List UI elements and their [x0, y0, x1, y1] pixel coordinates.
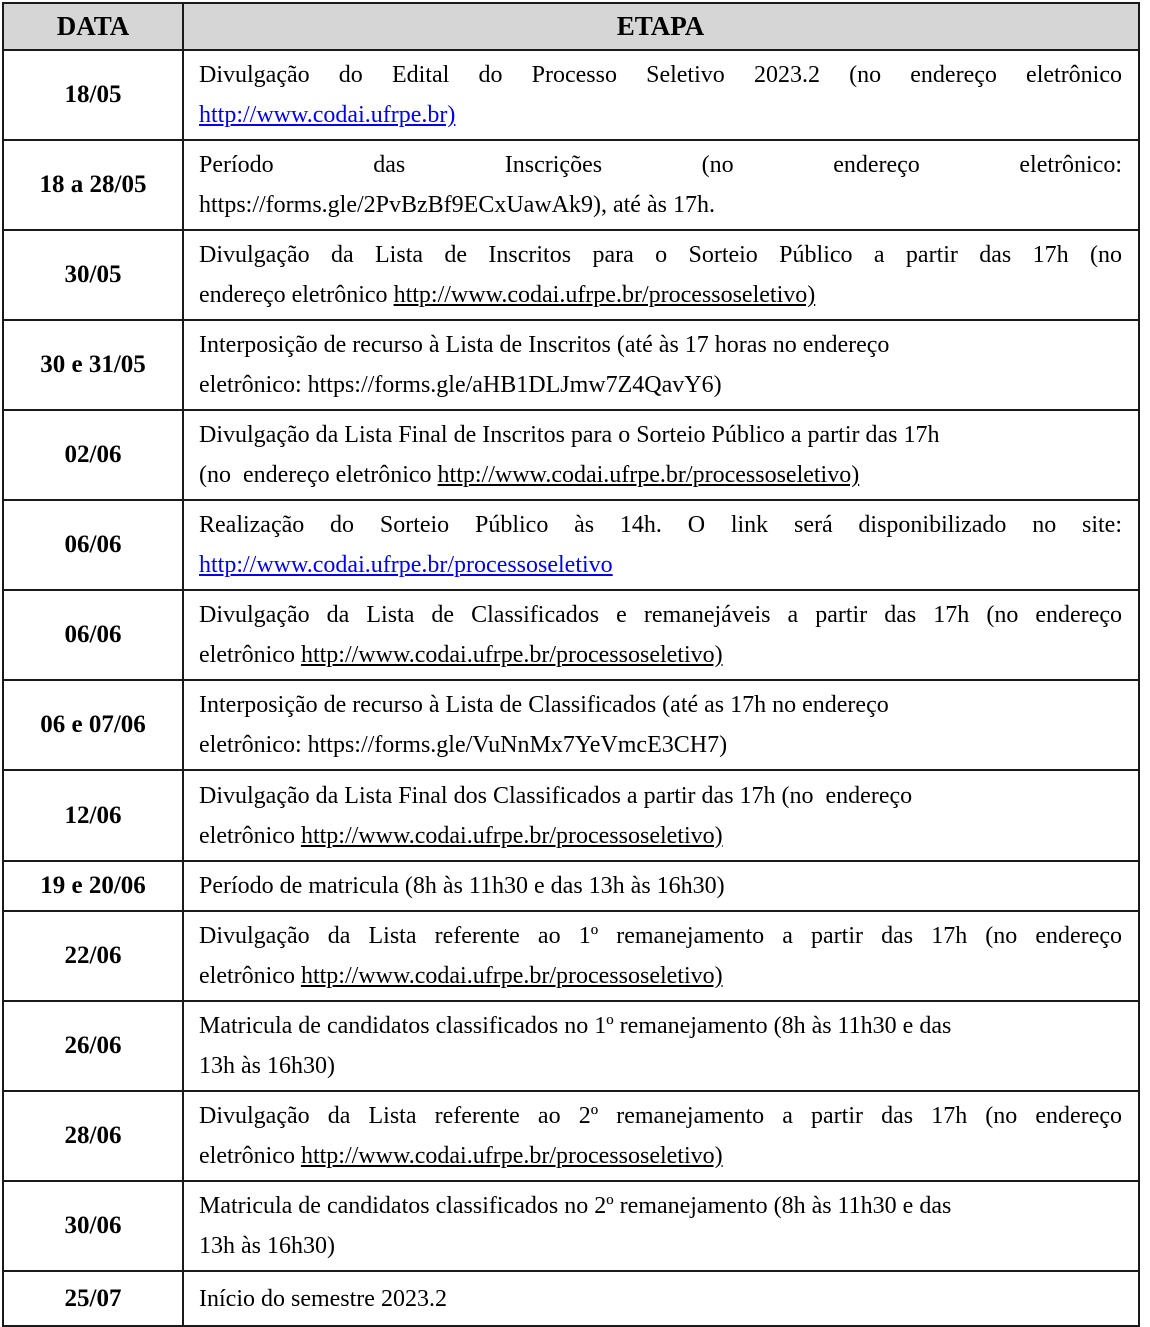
- table-row: [4, 910, 1138, 1000]
- text-line: [199, 1186, 1122, 1226]
- etapa-cell: [184, 1272, 1138, 1325]
- table-row: [4, 139, 1138, 229]
- etapa-cell: [184, 321, 1138, 409]
- hyperlink[interactable]: http://www.codai.ufrpe.br/processoseletivo: [199, 552, 613, 578]
- text-line: [199, 866, 1122, 906]
- table-row: [4, 409, 1138, 499]
- text-line: [199, 725, 1122, 765]
- text-line: [199, 1046, 1122, 1086]
- table-row: [4, 1180, 1138, 1270]
- column-header-data: DATA: [4, 4, 184, 49]
- text-line: [199, 776, 1122, 816]
- table-row: [4, 860, 1138, 910]
- date-cell: 30/05: [4, 231, 184, 319]
- text-line: [199, 325, 1122, 365]
- date-cell: 06 e 07/06: [4, 681, 184, 769]
- column-header-etapa: ETAPA: [616, 11, 705, 41]
- etapa-cell: [184, 912, 1138, 1000]
- text-segment: eletrônico: [199, 822, 301, 849]
- text-line: [199, 145, 1122, 185]
- text-segment: eletrônico: https://forms.gle/aHB1DLJmw7Z4QavY6): [199, 372, 722, 398]
- date-cell: 02/06: [4, 411, 184, 499]
- table-row: [4, 1090, 1138, 1180]
- text-line: [199, 956, 1122, 996]
- date-cell: 06/06: [4, 501, 184, 589]
- text-segment: Interposição de recurso à Lista de Classificados (até as 17h no endereço: [199, 692, 889, 718]
- etapa-cell: [184, 411, 1138, 499]
- text-segment: Matricula de candidatos classificados no 1º remanejamento (8h às 11h30 e das: [199, 1013, 952, 1039]
- schedule-table: [2, 2, 1140, 1327]
- text-line: [199, 595, 1122, 635]
- text-segment: Divulgação da Lista referente ao 2º remanejamento a partir das 17h (no endereço: [199, 1103, 1122, 1129]
- date-cell: 18/05: [4, 51, 184, 139]
- text-segment: 13h às 16h30): [199, 1233, 335, 1259]
- table-row: [4, 769, 1138, 860]
- text-segment: Período das Inscrições (no endereço eletrônico:: [199, 152, 1122, 178]
- table-row: [4, 499, 1138, 589]
- text-line: [199, 365, 1122, 405]
- table-row: [4, 1000, 1138, 1090]
- date-cell: 30/06: [4, 1182, 184, 1270]
- etapa-cell: [184, 51, 1138, 139]
- text-line: [199, 95, 1122, 135]
- date-cell: 26/06: [4, 1002, 184, 1090]
- text-line: [199, 916, 1122, 956]
- etapa-cell: [184, 1002, 1138, 1090]
- table-row: [4, 679, 1138, 769]
- table-row: [4, 49, 1138, 139]
- date-cell: 19 e 20/06: [4, 862, 184, 910]
- etapa-cell: [184, 231, 1138, 319]
- etapa-cell: [184, 681, 1138, 769]
- text-segment: 13h às 16h30): [199, 1053, 335, 1079]
- etapa-cell: [184, 862, 1138, 910]
- table-row: [4, 589, 1138, 679]
- date-cell: 25/07: [4, 1272, 184, 1325]
- text-segment: Divulgação da Lista Final dos Classificados a partir das 17h (no endereço: [199, 782, 913, 809]
- text-line: [199, 505, 1122, 545]
- hyperlink[interactable]: http://www.codai.ufrpe.br/processoseletivo): [300, 822, 723, 849]
- text-segment: Realização do Sorteio Público às 14h. O link será disponibilizado no site:: [199, 512, 1122, 538]
- text-line: [199, 816, 1122, 856]
- text-segment: Divulgação da Lista Final de Inscritos para o Sorteio Público a partir das 17h: [199, 422, 940, 448]
- date-cell: 28/06: [4, 1092, 184, 1180]
- text-segment: Interposição de recurso à Lista de Inscritos (até às 17 horas no endereço: [199, 332, 890, 358]
- text-line: [199, 635, 1122, 675]
- text-segment: (no endereço eletrônico: [199, 462, 438, 488]
- text-line: [199, 1226, 1122, 1266]
- date-cell: 22/06: [4, 912, 184, 1000]
- text-segment: eletrônico: [199, 963, 301, 989]
- text-line: [199, 1279, 1122, 1319]
- text-line: [199, 55, 1122, 95]
- text-line: [199, 545, 1122, 585]
- etapa-cell: [184, 1092, 1138, 1180]
- text-line: [199, 275, 1122, 315]
- hyperlink[interactable]: http://www.codai.ufrpe.br/processoseletivo): [437, 462, 860, 488]
- text-line: [199, 415, 1122, 455]
- text-segment: eletrônico: https://forms.gle/VuNnMx7YeVmcE3CH7): [199, 732, 728, 758]
- text-segment: eletrônico: [199, 1143, 301, 1169]
- text-line: [199, 455, 1122, 495]
- text-line: [199, 1136, 1122, 1176]
- hyperlink[interactable]: http://www.codai.ufrpe.br/processoseletivo): [300, 1143, 723, 1169]
- text-segment: Divulgação da Lista de Inscritos para o Sorteio Público a partir das 17h (no: [199, 242, 1122, 268]
- text-line: [199, 185, 1122, 225]
- text-segment: https://forms.gle/2PvBzBf9ECxUawAk9), até às 17h.: [199, 192, 715, 218]
- text-line: [199, 685, 1122, 725]
- table-row: [4, 319, 1138, 409]
- date-cell: 30 e 31/05: [4, 321, 184, 409]
- etapa-cell: [184, 771, 1138, 860]
- text-segment: Divulgação da Lista de Classificados e remanejáveis a partir das 17h (no endereço: [199, 602, 1122, 628]
- text-segment: endereço eletrônico: [199, 282, 394, 308]
- table-header-row: [4, 4, 1138, 49]
- date-cell: 12/06: [4, 771, 184, 860]
- date-cell: 18 a 28/05: [4, 141, 184, 229]
- text-line: [199, 1096, 1122, 1136]
- date-cell: 06/06: [4, 591, 184, 679]
- text-line: [199, 235, 1122, 275]
- hyperlink[interactable]: http://www.codai.ufrpe.br): [199, 102, 456, 128]
- text-segment: Divulgação do Edital do Processo Seletivo 2023.2 (no endereço eletrônico: [199, 62, 1122, 88]
- text-segment: Matricula de candidatos classificados no 2º remanejamento (8h às 11h30 e das: [199, 1193, 952, 1219]
- etapa-cell: [184, 501, 1138, 589]
- etapa-cell: [184, 1182, 1138, 1270]
- text-segment: Início do semestre 2023.2: [199, 1285, 447, 1312]
- hyperlink[interactable]: http://www.codai.ufrpe.br/processoseletivo): [393, 282, 816, 308]
- text-segment: Período de matricula (8h às 11h30 e das 13h às 16h30): [199, 873, 725, 899]
- text-segment: Divulgação da Lista referente ao 1º remanejamento a partir das 17h (no endereço: [199, 923, 1122, 949]
- text-line: [199, 1006, 1122, 1046]
- etapa-cell: [184, 141, 1138, 229]
- text-segment: eletrônico: [199, 642, 301, 668]
- etapa-cell: [184, 591, 1138, 679]
- hyperlink[interactable]: http://www.codai.ufrpe.br/processoseletivo): [300, 642, 723, 668]
- table-row: [4, 229, 1138, 319]
- hyperlink[interactable]: http://www.codai.ufrpe.br/processoseletivo): [300, 963, 723, 989]
- table-row: [4, 1270, 1138, 1325]
